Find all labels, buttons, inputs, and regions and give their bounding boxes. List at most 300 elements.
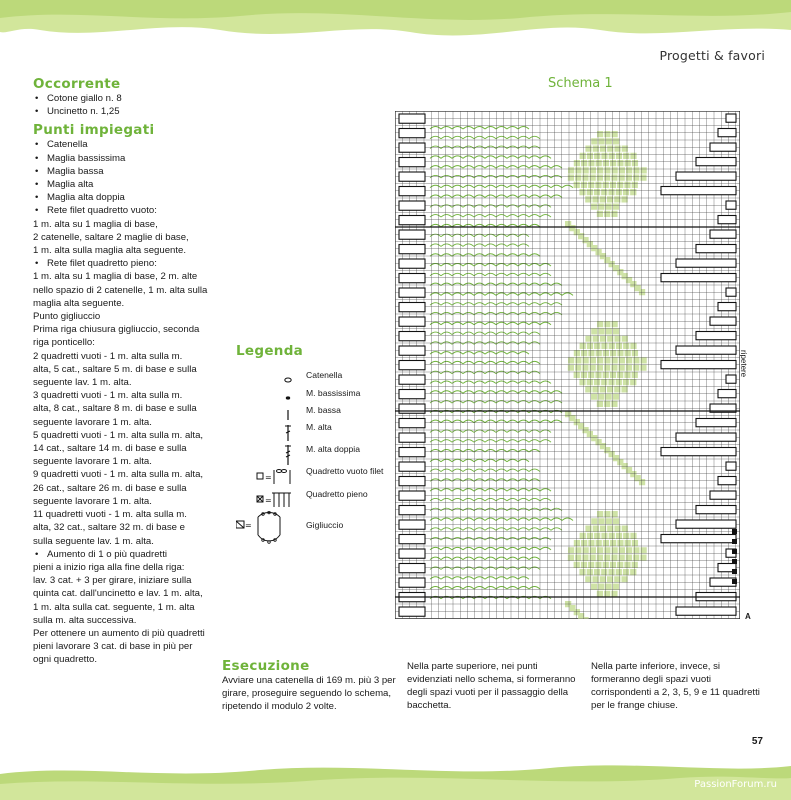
filled-cell: [587, 189, 593, 195]
filled-cell: [590, 175, 596, 181]
filled-cell: [574, 372, 580, 378]
filled-cell: [585, 576, 591, 582]
filled-cell: [595, 562, 601, 568]
filled-cell: [588, 160, 594, 166]
filled-cell: [587, 533, 593, 539]
filled-cell: [617, 372, 623, 378]
svg-text:=: =: [245, 521, 252, 530]
edge-block: [399, 230, 425, 239]
legend-label: Gigliuccio: [306, 520, 344, 530]
filled-cell: [613, 204, 619, 210]
legend-row-quadretto-pieno: [236, 487, 406, 503]
filled-cell: [588, 562, 594, 568]
filled-cell: [595, 372, 601, 378]
list-item: • Aumento di 1 o più quadretti: [33, 548, 223, 561]
text-line: 2 catenelle, saltare 2 maglie di base,: [33, 231, 189, 243]
fringe-block: [710, 230, 736, 238]
filled-cell: [598, 518, 604, 524]
filled-cell: [597, 401, 603, 407]
edge-block: [399, 564, 425, 573]
filled-cell: [603, 540, 609, 546]
filled-cell: [614, 196, 620, 202]
text-line: sulla m. alta successiva.: [33, 614, 137, 626]
filled-cell: [617, 182, 623, 188]
filled-cell: [623, 343, 629, 349]
filled-cell: [632, 540, 638, 546]
filled-cell: [609, 153, 615, 159]
filled-cell: [613, 138, 619, 144]
edge-block: [399, 187, 425, 196]
edge-block: [399, 607, 425, 616]
legend-row-catenella: [236, 368, 406, 384]
marker-cell: [732, 549, 737, 554]
filled-cell: [585, 196, 591, 202]
filled-cell: [607, 386, 613, 392]
filled-cell: [574, 562, 580, 568]
filled-cell: [597, 211, 603, 217]
text-line: seguente lavorare 1 m. alta.: [33, 495, 152, 507]
edge-block: [399, 477, 425, 486]
fringe-block: [696, 506, 736, 514]
filled-cell: [601, 569, 607, 575]
filled-cell: [617, 562, 623, 568]
section-header: Progetti & favori: [659, 48, 765, 63]
filled-cell: [623, 379, 629, 385]
filled-cell: [604, 211, 610, 217]
filled-cell: [623, 533, 629, 539]
filled-cell: [592, 576, 598, 582]
filled-cell: [606, 204, 612, 210]
fringe-block: [718, 129, 736, 137]
svg-text:=: =: [265, 496, 272, 505]
filled-cell: [606, 584, 612, 590]
list-item: • Uncinetto n. 1,25: [33, 105, 223, 118]
filled-cell: [624, 562, 630, 568]
text-line: formeranno degli spazi vuoti: [591, 674, 711, 685]
list-item: • Catenella: [33, 138, 223, 151]
filled-cell: [617, 540, 623, 546]
filled-cell: [606, 394, 612, 400]
filled-cell: [607, 196, 613, 202]
filled-cell: [633, 175, 639, 181]
filled-cell: [608, 379, 614, 385]
gigliuccio-instructions: [33, 310, 223, 548]
edge-block: [399, 216, 425, 225]
edge-block: [399, 143, 425, 152]
filled-cell: [597, 175, 603, 181]
filled-cell: [597, 555, 603, 561]
top-decor-band: [0, 0, 791, 48]
filled-cell: [591, 518, 597, 524]
filled-cell: [632, 160, 638, 166]
filled-cell: [600, 576, 606, 582]
edge-block: [399, 158, 425, 167]
filled-cell: [626, 365, 632, 371]
edge-block: [399, 259, 425, 268]
edge-block: [399, 375, 425, 384]
filled-cell: [611, 401, 617, 407]
filled-cell: [610, 182, 616, 188]
text-line: seguente lavorare 1 m. alta.: [33, 456, 152, 468]
text-line: Avviare una catenella di 169 m. più 3 per: [222, 675, 396, 686]
filled-cell: [610, 540, 616, 546]
legend-row-bassissima: [236, 386, 406, 402]
filled-cell: [613, 394, 619, 400]
filled-cell: [604, 401, 610, 407]
filled-cell: [581, 540, 587, 546]
legend-label: Catenella: [306, 370, 343, 380]
filled-cell: [597, 365, 603, 371]
text-line: 14 cat., saltare 14 m. di base e sulla: [33, 443, 187, 455]
filled-cell: [591, 328, 597, 334]
text-line: per le frange chiuse.: [591, 700, 678, 711]
text-line: 1 m. alta sulla maglia alta seguente.: [33, 245, 187, 257]
filled-cell: [623, 189, 629, 195]
text-line: 3 quadretti vuoti - 1 m. alta sulla m.: [33, 390, 183, 402]
filled-cell: [613, 328, 619, 334]
filled-cell: [617, 350, 623, 356]
filled-cell: [619, 555, 625, 561]
filled-cell: [604, 591, 610, 597]
text-line: Prima riga chiusura gigliuccio, seconda: [33, 324, 200, 336]
filled-cell: [581, 182, 587, 188]
filled-cell: [625, 540, 631, 546]
filled-cell: [601, 189, 607, 195]
legend-row-alta: [236, 420, 406, 436]
legend-label: M. bassissima: [306, 388, 361, 398]
filled-cell: [580, 343, 586, 349]
filled-cell: [588, 540, 594, 546]
edge-block: [399, 274, 425, 283]
filled-cell: [616, 379, 622, 385]
filled-cell: [574, 540, 580, 546]
punti-heading: Punti impiegati: [33, 122, 155, 139]
filled-square-icon: [236, 487, 306, 513]
filled-cell: [633, 365, 639, 371]
text-line: evidenziati nello schema, si formeranno: [407, 674, 576, 685]
filled-cell: [588, 350, 594, 356]
filled-cell: [592, 386, 598, 392]
filled-cell: [598, 204, 604, 210]
filled-cell: [604, 175, 610, 181]
edge-block: [399, 491, 425, 500]
text-line: 1 m. alta sulla cat. seguente, 1 m. alta: [33, 601, 195, 613]
edge-block: [399, 462, 425, 471]
fringe-block: [718, 216, 736, 224]
fringe-block: [718, 477, 736, 485]
filled-cell: [590, 555, 596, 561]
filled-cell: [608, 569, 614, 575]
filled-cell: [587, 343, 593, 349]
text-line: corrispondenti a 2, 3, 5, 9 e 11 quadretti: [591, 687, 760, 698]
filled-cell: [580, 153, 586, 159]
legend-label: Quadretto pieno: [306, 489, 368, 499]
text-line: degli spazi vuoti per il passaggio della: [407, 687, 569, 698]
text-line: sulla seguente lav. 1 m. alta.: [33, 535, 154, 547]
filled-cell: [608, 189, 614, 195]
marker-cell: [732, 579, 737, 584]
start-corner-label: A: [745, 612, 751, 621]
filled-cell: [616, 153, 622, 159]
list-item: • Maglia alta doppia: [33, 191, 223, 204]
filled-cell: [600, 386, 606, 392]
text-line: 9 quadretti vuoti - 1 m. alta sulla m. alta,: [33, 469, 204, 481]
filled-cell: [587, 379, 593, 385]
text-line: riga ponticello:: [33, 337, 95, 349]
esecuzione-col-3: [591, 660, 771, 712]
filled-cell: [594, 379, 600, 385]
filet-chart: [395, 111, 740, 619]
fringe-block: [726, 201, 736, 209]
filled-cell: [596, 540, 602, 546]
gigliuccio-icon: [236, 511, 306, 547]
text-line: Per ottenere un aumento di più quadretti: [33, 627, 205, 639]
filled-cell: [568, 365, 574, 371]
filled-cell: [616, 343, 622, 349]
filled-cell: [606, 138, 612, 144]
filled-cell: [591, 204, 597, 210]
text-line: lav. 3 cat. + 3 per girare, iniziare sulla: [33, 575, 192, 587]
edge-block: [399, 114, 425, 123]
filled-cell: [575, 175, 581, 181]
filled-cell: [581, 562, 587, 568]
filled-cell: [579, 569, 585, 575]
text-line: pieni a inizio riga alla fine della riga:: [33, 561, 185, 573]
filled-cell: [621, 386, 627, 392]
fringe-block: [718, 303, 736, 311]
fringe-block: [676, 172, 736, 180]
filled-cell: [590, 365, 596, 371]
fringe-block: [661, 448, 736, 456]
edge-block: [399, 346, 425, 355]
text-line: 2 quadretti vuoti - 1 m. alta sulla m.: [33, 350, 183, 362]
filled-cell: [603, 562, 609, 568]
aumento-list: [33, 548, 223, 561]
pieno-list: [33, 257, 223, 270]
filled-cell: [640, 365, 646, 371]
fringe-block: [710, 491, 736, 499]
filled-cell: [587, 153, 593, 159]
filled-cell: [598, 328, 604, 334]
filled-cell: [614, 386, 620, 392]
filled-cell: [632, 372, 638, 378]
filled-cell: [633, 555, 639, 561]
filled-cell: [616, 189, 622, 195]
filled-cell: [604, 555, 610, 561]
filled-cell: [588, 182, 594, 188]
filled-cell: [630, 533, 636, 539]
list-item: • Rete filet quadretto vuoto:: [33, 204, 223, 217]
filled-cell: [601, 379, 607, 385]
legend-row-bassa: [236, 403, 406, 419]
occorrente-list: [33, 92, 223, 118]
filled-cell: [585, 386, 591, 392]
marker-cell: [732, 559, 737, 564]
filled-cell: [596, 350, 602, 356]
page-number: 57: [751, 736, 763, 747]
edge-block: [399, 201, 425, 210]
legend-row-quadretto-vuoto: [236, 464, 406, 480]
text-line: seguente lavorare 1 m. alta.: [33, 416, 152, 428]
list-item: • Maglia bassissima: [33, 152, 223, 165]
filled-cell: [594, 533, 600, 539]
occorrente-heading: Occorrente: [33, 76, 121, 92]
filled-cell: [601, 533, 607, 539]
filled-cell: [613, 584, 619, 590]
filled-cell: [603, 160, 609, 166]
filled-cell: [574, 182, 580, 188]
filled-cell: [568, 555, 574, 561]
filled-cell: [579, 379, 585, 385]
filled-cell: [604, 365, 610, 371]
filled-cell: [581, 350, 587, 356]
edge-block: [399, 433, 425, 442]
filled-cell: [630, 189, 636, 195]
filled-cell: [626, 175, 632, 181]
text-line: maglia alta seguente.: [33, 297, 125, 309]
edge-block: [399, 390, 425, 399]
filled-cell: [630, 343, 636, 349]
filled-cell: [607, 576, 613, 582]
filled-cell: [611, 175, 617, 181]
filled-cell: [616, 533, 622, 539]
filled-cell: [611, 555, 617, 561]
edge-block: [399, 129, 425, 138]
filled-cell: [575, 365, 581, 371]
stem-cell: [639, 479, 645, 485]
text-line: 5 quadretti vuoti - 1 m. alta sulla m. alta,: [33, 429, 204, 441]
filled-cell: [640, 555, 646, 561]
filled-cell: [588, 372, 594, 378]
filled-cell: [587, 569, 593, 575]
filled-cell: [574, 350, 580, 356]
filled-cell: [606, 518, 612, 524]
fringe-block: [661, 274, 736, 282]
text-line: 26 cat., saltare 26 m. di base e sulla: [33, 482, 187, 494]
filled-cell: [611, 365, 617, 371]
filled-cell: [619, 175, 625, 181]
edge-block: [399, 332, 425, 341]
fringe-block: [696, 419, 736, 427]
legend-row-alta-doppia: [236, 442, 406, 458]
filled-cell: [582, 555, 588, 561]
filled-cell: [611, 211, 617, 217]
filled-cell: [610, 350, 616, 356]
fringe-block: [718, 390, 736, 398]
filled-cell: [598, 584, 604, 590]
filled-cell: [601, 343, 607, 349]
list-item: • Rete filet quadretto pieno:: [33, 257, 223, 270]
filled-cell: [606, 328, 612, 334]
fringe-block: [710, 317, 736, 325]
filled-cell: [574, 160, 580, 166]
filled-cell: [624, 372, 630, 378]
filled-cell: [610, 372, 616, 378]
filled-cell: [582, 365, 588, 371]
filled-cell: [603, 182, 609, 188]
filled-cell: [619, 365, 625, 371]
filled-cell: [640, 175, 646, 181]
edge-block: [399, 172, 425, 181]
repeat-label: ripetere: [739, 350, 748, 378]
filled-cell: [616, 569, 622, 575]
filled-cell: [626, 555, 632, 561]
fringe-block: [676, 259, 736, 267]
fringe-block: [696, 245, 736, 253]
list-item: • Cotone giallo n. 8: [33, 92, 223, 105]
filled-cell: [632, 350, 638, 356]
filled-cell: [617, 160, 623, 166]
filled-cell: [579, 189, 585, 195]
edge-block: [399, 535, 425, 544]
filled-cell: [621, 576, 627, 582]
filled-cell: [594, 153, 600, 159]
text-line: ripetendo il modulo 2 volte.: [222, 701, 337, 712]
text-line: pieni lavorare 3 cat. di base in più per: [33, 641, 193, 653]
filled-cell: [591, 138, 597, 144]
text-line: alta, 5 cat., saltare 5 m. di base e sulla: [33, 363, 197, 375]
filled-cell: [581, 160, 587, 166]
edge-block: [399, 404, 425, 413]
filled-cell: [594, 569, 600, 575]
fringe-block: [710, 143, 736, 151]
list-item: • Maglia alta: [33, 178, 223, 191]
filled-cell: [594, 343, 600, 349]
bottom-decor-band: [0, 762, 791, 800]
filled-cell: [568, 175, 574, 181]
legend-label: M. alta: [306, 422, 332, 432]
filled-cell: [582, 175, 588, 181]
filled-cell: [625, 350, 631, 356]
fringe-block: [726, 375, 736, 383]
fringe-block: [726, 462, 736, 470]
filled-cell: [632, 562, 638, 568]
marker-cell: [732, 539, 737, 544]
fringe-block: [726, 114, 736, 122]
punti-list: [33, 138, 223, 217]
legend-label: Quadretto vuoto filet: [306, 466, 384, 476]
text-line: quinta cat. dall'uncinetto e lav. 1 m. alta,: [33, 588, 203, 600]
svg-text:=: =: [265, 473, 272, 482]
filled-cell: [600, 196, 606, 202]
list-item: • Maglia bassa: [33, 165, 223, 178]
filled-cell: [630, 569, 636, 575]
edge-block: [399, 288, 425, 297]
filled-cell: [603, 350, 609, 356]
filled-cell: [609, 343, 615, 349]
legend-heading: Legenda: [236, 343, 304, 359]
filled-cell: [621, 196, 627, 202]
text-line: 1 m. alta su 1 maglia di base,: [33, 218, 158, 230]
text-line: 1 m. alta su 1 maglia di base, 2 m. alte: [33, 271, 198, 283]
edge-block: [399, 361, 425, 370]
filled-cell: [610, 562, 616, 568]
esecuzione-col-2: [407, 660, 587, 712]
materials-column: [33, 76, 223, 667]
edge-block: [399, 317, 425, 326]
text-line: ogni quadretto.: [33, 654, 98, 666]
marker-cell: [732, 529, 737, 534]
edge-block: [399, 549, 425, 558]
fringe-block: [661, 535, 736, 543]
filled-cell: [609, 533, 615, 539]
legend-row-gigliuccio: [236, 511, 406, 547]
edge-block: [399, 245, 425, 254]
text-line: Nella parte superiore, nei punti: [407, 661, 538, 672]
filled-cell: [614, 576, 620, 582]
filled-cell: [598, 138, 604, 144]
fringe-block: [676, 433, 736, 441]
